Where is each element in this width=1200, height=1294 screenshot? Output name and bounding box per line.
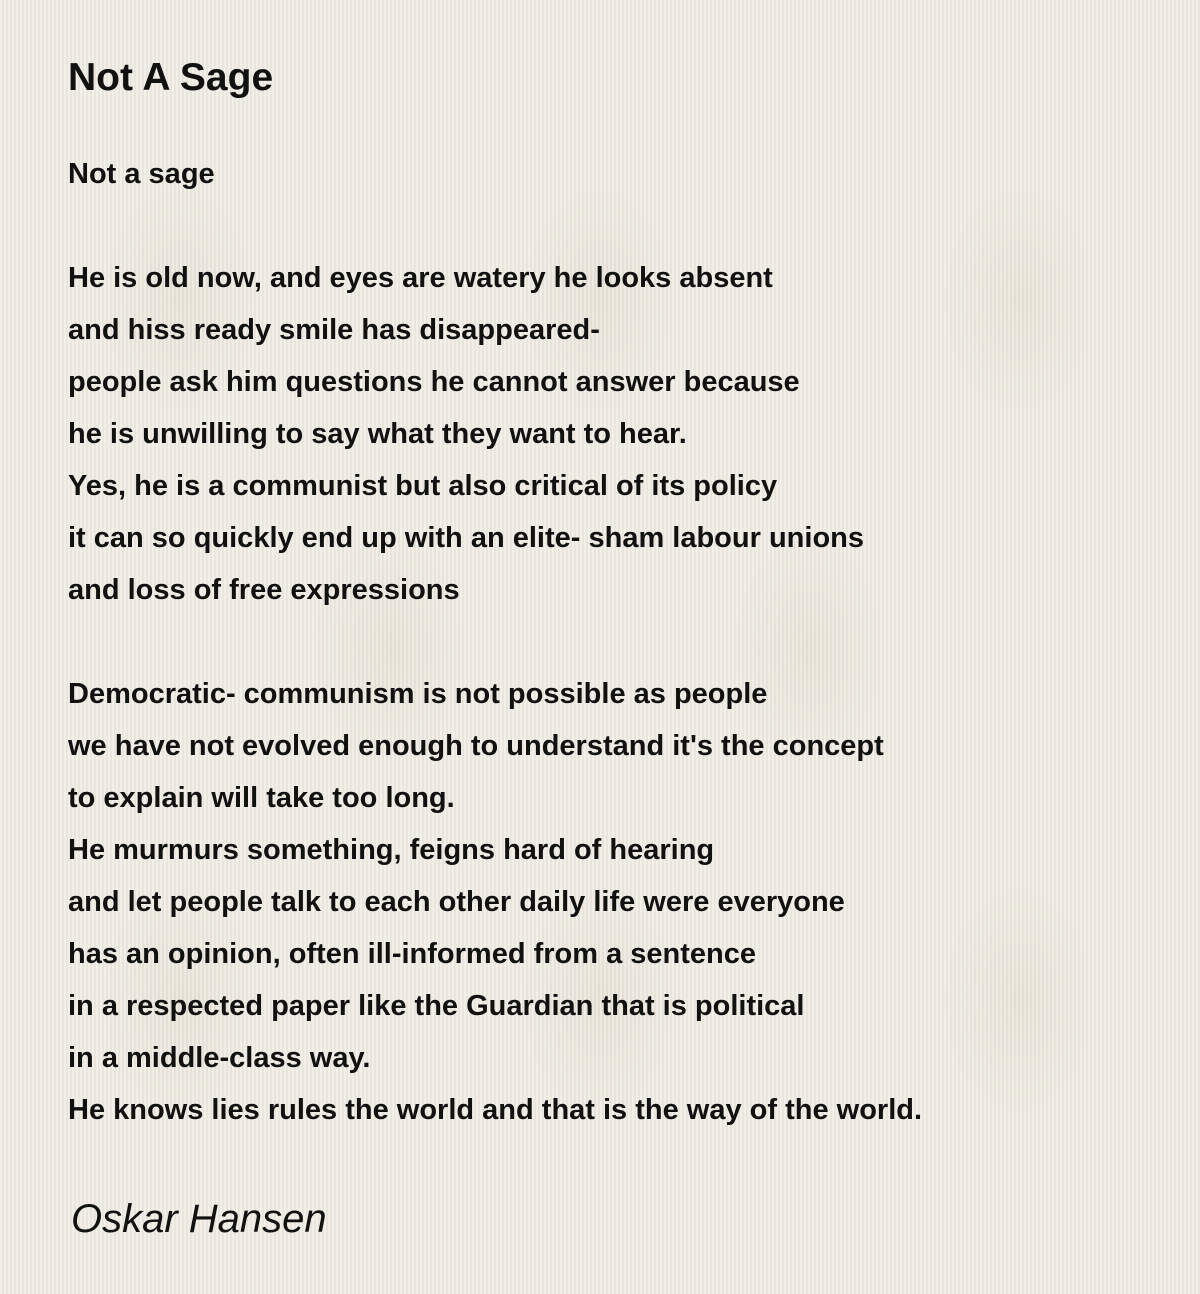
poem-line: He is old now, and eyes are watery he looks absent [68, 262, 773, 294]
poem-line: in a middle-class way. [68, 1042, 371, 1074]
poem-line: Not a sage [68, 158, 215, 190]
poem-line: and hiss ready smile has disappeared- [68, 314, 600, 346]
poem-line: and let people talk to each other daily life were everyone [68, 886, 845, 918]
stanza-gap [68, 200, 922, 252]
poem-line: in a respected paper like the Guardian that is political [68, 990, 805, 1022]
poem-line: he is unwilling to say what they want to hear. [68, 418, 687, 450]
poem-line: Yes, he is a communist but also critical of its policy [68, 470, 778, 502]
poem-line: He knows lies rules the world and that is the way of the world. [68, 1094, 923, 1126]
poem-line: Democratic- communism is not possible as people [68, 678, 768, 710]
poem-line: we have not evolved enough to understand it's the concept [68, 730, 884, 762]
poem-author: Oskar Hansen [71, 1197, 327, 1241]
poem-body [68, 148, 922, 1136]
poem-line: it can so quickly end up with an elite- sham labour unions [68, 522, 864, 554]
poem-line: He murmurs something, feigns hard of hearing [68, 834, 715, 866]
poem-line: has an opinion, often ill-informed from a sentence [68, 938, 757, 970]
poem-line: and loss of free expressions [68, 574, 460, 606]
stanza-gap [68, 616, 922, 668]
poem-line: people ask him questions he cannot answer because [68, 366, 800, 398]
poem-line: to explain will take too long. [68, 782, 455, 814]
poem-title: Not A Sage [68, 56, 274, 99]
